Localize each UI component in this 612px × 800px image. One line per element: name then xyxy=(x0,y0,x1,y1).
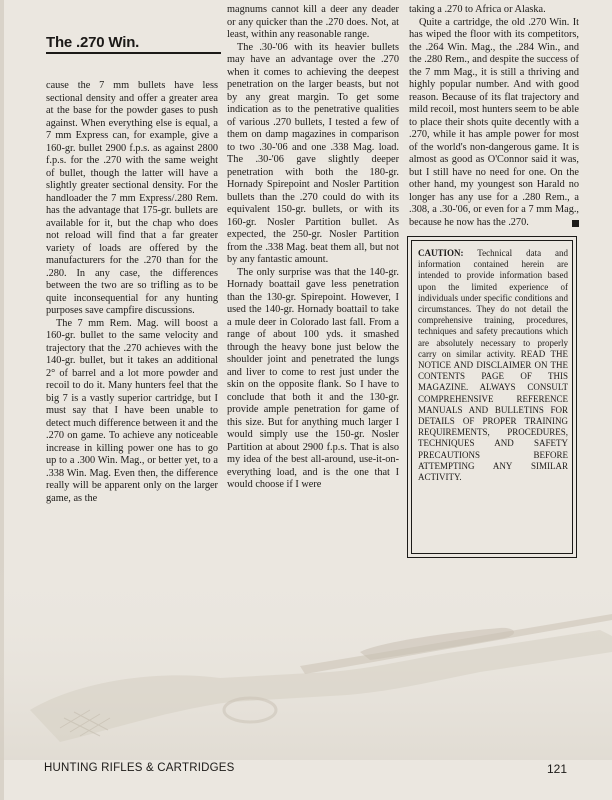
caution-notice xyxy=(418,248,568,483)
text-column-1 xyxy=(46,80,218,505)
running-footer-publication: HUNTING RIFLES & CARTRIDGES xyxy=(44,762,235,774)
caution-label: CAUTION: xyxy=(418,248,464,258)
caution-body: Technical data and information contained herein are intended to provide information based upon the limited experience of individuals under specific conditions and circumstances. They do not detail the comprehensive training, procedures, techniques and safety precautions which are absolutely necessary to properly carry on similar activity. READ THE NOTICE AND DISCLAIMER ON THE CONTENTS PAGE OF THIS MAGAZINE. ALWAYS CONSULT COMPREHENSIVE REFERENCE MANUALS AND BULLETINS FOR DETAILS OF PROPER TRAINING REQUIREMENTS, PROCEDURES, TECHNIQUES AND SAFETY PRECAUTIONS BEFORE ATTEMPTING ANY SIMILAR ACTIVITY. xyxy=(418,248,568,483)
paragraph: The 7 mm Rem. Mag. will boost a 160-gr. bullet to the same velocity and trajectory that the .270 achieves with the 140-gr. bullet, but it takes an additional 2° of barrel and a lot more powder and recoil to do it. Many hunters feel that the big 7 is a vastly superior cartridge, but I must say that I have been unable to detect much difference between it and the .270 on game. To achieve any noticeable increase in killing power one has to go up to a .300 Win. Mag., or better yet, to a .338 Win. Mag. Even then, the difference really will be apparent only on the larger game, as the xyxy=(46,317,218,504)
text-column-2 xyxy=(227,4,399,492)
headline-rule xyxy=(46,52,221,54)
end-of-article-mark xyxy=(572,220,579,227)
paragraph: cause the 7 mm bullets have less sectional density and offer a greater area at the base for the powder gases to push against. When everything else is equal, a 7 mm Express can, for example, give a 160-gr. bullet 2900 f.p.s. as against 2800 f.p.s. for the .270 with the same weight of bullet, though the latter will have a slightly greater sectional density. For the handloader the 7 mm Express/.280 Rem. has the advantage that 175-gr. bullets are available for it, but the chap who does not reload will find that a far greater variety of loads are offered by the manufacturers for the .270 than for the .280. In any case, the differences between the two are so trifling as to be quite inconsequential for any hunting purposes save campfire discussions. xyxy=(46,80,218,316)
paragraph-text: Quite a cartridge, the old .270 Win. It has wiped the floor with its competitors, the .264 Win. Mag., the .284 Win., and the .280 Rem., and despite the success of the 7 mm Mag., it is still a thriving and highly popular number. And with good reason. Because of its flat trajectory and mild recoil, most hunters seem to be able to place their shots quite decently with a .270, while it has ample power for most of the world's non-dangerous game. It is almost as good as O'Connor said it was, but I still have no need for one. On the other hand, my youngest son Harald no longer has any use for a .280 Rem., a .308, a .30-'06, or even for a 7 mm Mag., because he now has the .270. xyxy=(409,16,579,228)
paragraph: taking a .270 to Africa or Alaska. xyxy=(409,4,546,15)
paragraph: The .30-'06 with its heavier bullets may have an advantage over the .270 when it comes to achieving the deepest penetration on the larger beasts, but not by any great margin. To get some indication as to the penetrative qualities of various .270 bullets, I tested a few of them on damp magazines in comparison to two .30-'06 and one .338 Mag. load. The .30-'06 gave slightly deeper penetration with both the 180-gr. Hornady Spirepoint and Nosler Partition bullets than the .270 could do with its equivalent 150-gr. bullets, or with its 160-gr. Nosler Partition bullet. As expected, the 250-gr. Nosler Partition from the .338 Mag. beat them all, but not by any fantastic amount. xyxy=(227,41,399,265)
paragraph: magnums cannot kill a deer any deader or any quicker than the .270 does. Not, at least, within any reasonable range. xyxy=(227,4,399,40)
paragraph: The only surprise was that the 140-gr. Hornady boattail gave less penetration than the 130-gr. Spirepoint. However, I used the 140-gr. Hornady boattail to take a mule deer in Colorado last fall. From a range of about 100 yds. it smashed through the heavy bone just below the shoulder joint and penetrated the lungs and liver to come to rest just under the skin on the opposite flank. So I have to conclude that both it and the 130-gr. provide ample penetration for game of this size. But for anything much larger I would simply use the 150-gr. Nosler Partition at about 2900 f.p.s. That is also my idea of the best all-around, use-it-on-everything load, and is the one that I would choose if I were xyxy=(227,266,399,490)
page-number: 121 xyxy=(547,762,568,776)
text-column-3 xyxy=(409,4,579,229)
article-headline: The .270 Win. xyxy=(46,34,140,51)
paragraph xyxy=(409,17,579,230)
faded-rifle-photo xyxy=(0,560,612,760)
